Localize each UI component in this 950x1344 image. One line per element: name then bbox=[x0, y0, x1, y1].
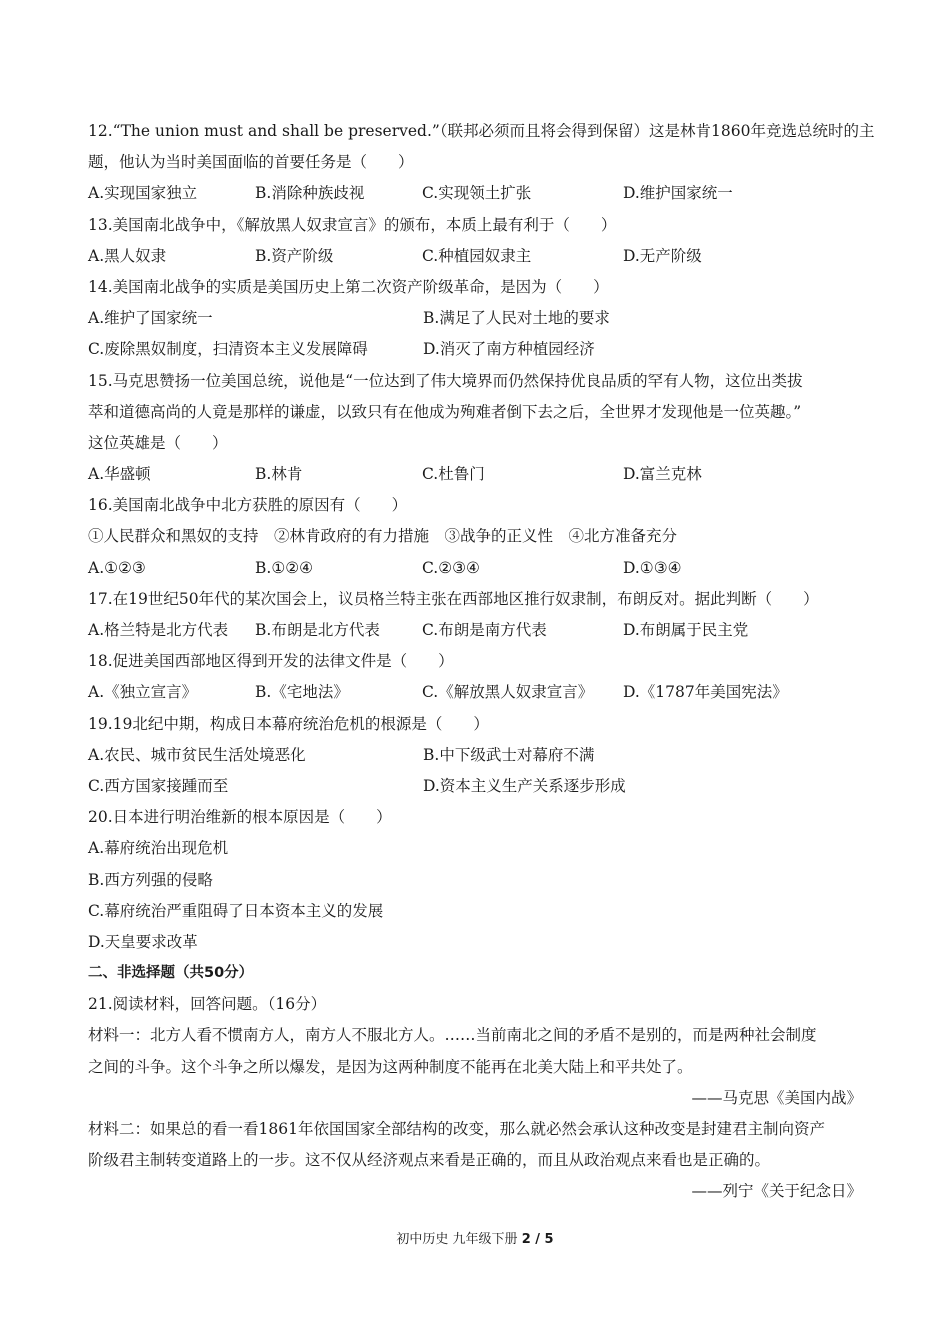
q15-option-b: B.林肯 bbox=[255, 465, 303, 484]
q20-option-d: D.天皇要求改革 bbox=[88, 932, 198, 951]
q16-option-b: B.①②④ bbox=[255, 558, 314, 577]
q18-option-b: B.《宅地法》 bbox=[255, 683, 349, 702]
q21-material2-line2: 阶级君主制转变道路上的一步。这不仅从经济观点来看是正确的，而且从政治观点来看也是正确的。 bbox=[88, 1151, 771, 1170]
q16-option-a: A.①②③ bbox=[88, 558, 146, 577]
q17-option-d: D.布朗属于民主党 bbox=[623, 621, 749, 639]
q18-options bbox=[88, 677, 878, 708]
q12-option-d: D.维护国家统一 bbox=[623, 184, 733, 203]
q15-option-c: C.杜鲁门 bbox=[422, 465, 485, 484]
q15-stem-line2: 萃和道德高尚的人竟是那样的谦虚，以致只有在他成为殉难者倒下去之后，全世界才发现他是一位英趣。” bbox=[88, 402, 802, 421]
q18-option-a: A.《独立宣言》 bbox=[88, 683, 198, 702]
q19-stem: 19.19北纪中期，构成日本幕府统治危机的根源是（ ） bbox=[88, 714, 489, 733]
q13-stem: 13.美国南北战争中，《解放黑人奴隶宣言》的颁布，本质上最有利于（ ） bbox=[88, 215, 617, 234]
q14-option-c: C.废除黑奴制度，扫清资本主义发展障碍 bbox=[88, 340, 368, 359]
q17-option-b: B.布朗是北方代表 bbox=[255, 621, 380, 639]
q12-option-a: A.实现国家独立 bbox=[88, 184, 198, 203]
q12-option-c: C.实现领土扩张 bbox=[422, 184, 532, 203]
section-heading: 二、非选择题（共50分） bbox=[88, 965, 254, 982]
q14-options-row1 bbox=[88, 303, 878, 334]
q16-stem: 16.美国南北战争中北方获胜的原因有（ ） bbox=[88, 496, 408, 515]
q19-option-c: C.西方国家接踵而至 bbox=[88, 776, 229, 795]
q14-options-row2 bbox=[88, 334, 878, 365]
q20-stem: 20.日本进行明治维新的根本原因是（ ） bbox=[88, 808, 392, 827]
page-number: 2 / 5 bbox=[521, 1232, 554, 1247]
q18-option-d: D.《1787年美国宪法》 bbox=[623, 683, 788, 702]
q19-option-a: A.农民、城市贫民生活处境恶化 bbox=[88, 745, 306, 764]
q20-option-a: A.幕府统治出现危机 bbox=[88, 839, 229, 858]
q21-material2-line1: 材料二：如果总的看一看1861年依国国家全部结构的改变，那么就必然会承认这种改变是封建君主制向资产 bbox=[88, 1120, 825, 1138]
q15-stem-line1: 15.马克思赞扬一位美国总统，说他是“一位达到了伟大境界而仍然保持优良品质的罕有人物，这位出类拔 bbox=[88, 371, 803, 390]
q12-stem-line2: 题，他认为当时美国面临的首要任务是（ ） bbox=[88, 153, 414, 172]
q13-options bbox=[88, 241, 878, 272]
q13-option-d: D.无产阶级 bbox=[623, 246, 702, 265]
q20-option-b: B.西方列强的侵略 bbox=[88, 870, 213, 889]
q16-options bbox=[88, 553, 878, 584]
q17-option-a: A.格兰特是北方代表 bbox=[88, 621, 229, 639]
q19-options-row1 bbox=[88, 740, 878, 771]
q21-material1-source: ——马克思《美国内战》 bbox=[691, 1088, 862, 1107]
q21-material1-line2: 之间的斗争。这个斗争之所以爆发，是因为这两种制度不能再在北美大陆上和平共处了。 bbox=[88, 1057, 693, 1076]
q21-stem: 21.阅读材料，回答问题。（16分） bbox=[88, 995, 327, 1014]
q20-option-c: C.幕府统治严重阻碍了日本资本主义的发展 bbox=[88, 901, 384, 920]
q12-stem-line1: 12.“The union must and shall be preserved.”（联邦必须而且将会得到保留）这是林肯1860年竞选总统时的主 bbox=[88, 122, 875, 140]
q15-option-a: A.华盛顿 bbox=[88, 465, 151, 484]
q14-option-a: A.维护了国家统一 bbox=[88, 309, 213, 328]
q19-option-b: B.中下级武士对幕府不满 bbox=[423, 745, 595, 764]
page-footer bbox=[0, 1228, 950, 1247]
q18-stem: 18.促进美国西部地区得到开发的法律文件是（ ） bbox=[88, 652, 454, 671]
q21-material1-line1: 材料一：北方人看不惯南方人，南方人不服北方人。……当前南北之间的矛盾不是别的，而是两种社会制度 bbox=[88, 1026, 817, 1045]
q14-stem: 14.美国南北战争的实质是美国历史上第二次资产阶级革命，是因为（ ） bbox=[88, 277, 609, 296]
q14-option-b: B.满足了人民对土地的要求 bbox=[423, 309, 610, 328]
footer-label: 初中历史 九年级下册 bbox=[396, 1232, 518, 1247]
q15-option-d: D.富兰克林 bbox=[623, 465, 702, 484]
q15-stem-line3: 这位英雄是（ ） bbox=[88, 433, 228, 452]
q16-items: ①人民群众和黑奴的支持 ②林肯政府的有力措施 ③战争的正义性 ④北方准备充分 bbox=[88, 527, 678, 546]
q17-option-c: C.布朗是南方代表 bbox=[422, 621, 547, 639]
q14-option-d: D.消灭了南方种植园经济 bbox=[423, 340, 595, 359]
q13-option-a: A.黑人奴隶 bbox=[88, 246, 167, 265]
q17-options bbox=[88, 615, 878, 646]
q18-option-c: C.《解放黑人奴隶宣言》 bbox=[422, 683, 594, 702]
q16-option-d: D.①③④ bbox=[623, 558, 682, 577]
q16-option-c: C.②③④ bbox=[422, 558, 480, 577]
q15-options bbox=[88, 459, 878, 490]
q13-option-c: C.种植园奴隶主 bbox=[422, 246, 532, 265]
q12-options bbox=[88, 178, 878, 209]
q21-material2-source: ——列宁《关于纪念日》 bbox=[691, 1182, 862, 1201]
q17-stem: 17.在19世纪50年代的某次国会上，议员格兰特主张在西部地区推行奴隶制，布朗反对。据此判断（ ） bbox=[88, 589, 819, 608]
q12-option-b: B.消除种族歧视 bbox=[255, 184, 365, 203]
q13-option-b: B.资产阶级 bbox=[255, 246, 334, 265]
q19-options-row2 bbox=[88, 771, 878, 802]
q19-option-d: D.资本主义生产关系逐步形成 bbox=[423, 776, 626, 795]
question-list bbox=[88, 116, 878, 1208]
